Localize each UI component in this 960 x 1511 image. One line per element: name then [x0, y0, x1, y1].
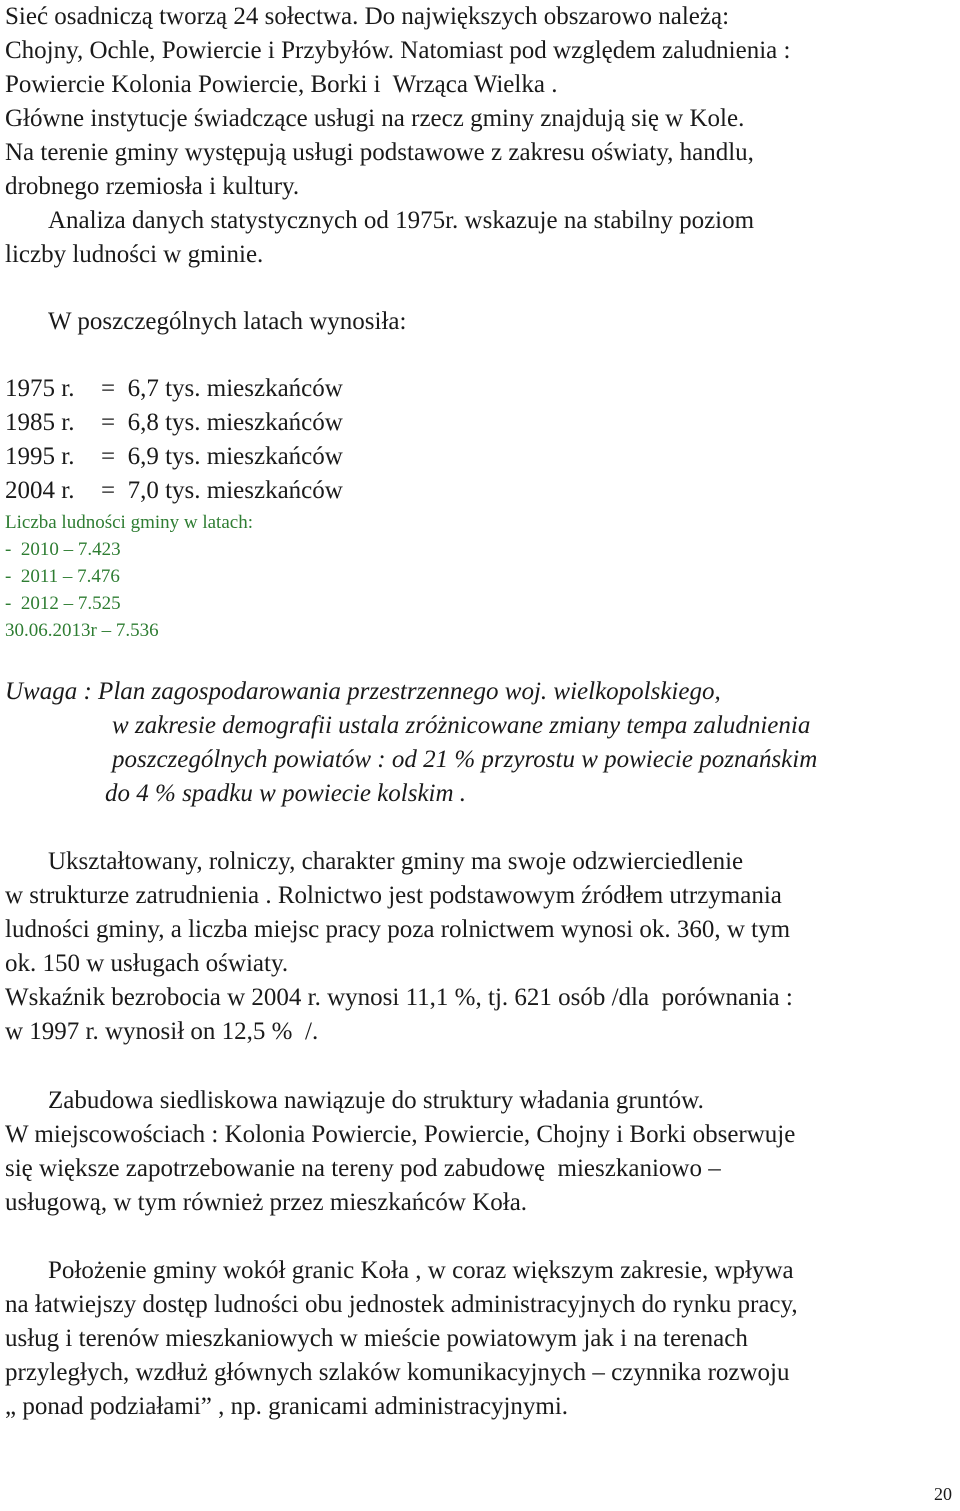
green-list-item: - 2010 – 7.423 — [5, 539, 121, 560]
population-row — [5, 474, 343, 508]
row-value: = 6,9 tys. mieszkańców — [101, 443, 343, 470]
row-year: 2004 r. — [5, 477, 75, 504]
paragraph-line: Powiercie Kolonia Powiercie, Borki i Wrząca Wielka . — [5, 71, 558, 98]
green-list-item: - 2011 – 7.476 — [5, 566, 120, 587]
green-list-item: 30.06.2013r – 7.536 — [5, 620, 159, 641]
paragraph-line: W miejscowościach : Kolonia Powiercie, Powiercie, Chojny i Borki obserwuje — [5, 1121, 796, 1148]
paragraph-line: Ukształtowany, rolniczy, charakter gminy ma swoje odzwierciedlenie — [48, 848, 744, 875]
row-year: 1985 r. — [5, 409, 75, 436]
row-value: = 6,8 tys. mieszkańców — [101, 409, 343, 436]
paragraph-line: w 1997 r. wynosił on 12,5 % /. — [5, 1018, 319, 1045]
population-row — [5, 440, 343, 474]
paragraph-line: Analiza danych statystycznych od 1975r. wskazuje na stabilny poziom — [48, 207, 755, 234]
paragraph-line: Chojny, Ochle, Powiercie i Przybyłów. Natomiast pod względem zaludnienia : — [5, 37, 791, 64]
paragraph-line: Zabudowa siedliskowa nawiązuje do struktury władania gruntów. — [48, 1087, 704, 1114]
paragraph-line: przyległych, wzdłuż głównych szlaków komunikacyjnych – czynnika rozwoju — [5, 1359, 790, 1386]
paragraph-line: usługową, w tym również przez mieszkańców Koła. — [5, 1189, 528, 1216]
note-line: poszczególnych powiatów : od 21 % przyrostu w powiecie poznańskim — [112, 746, 818, 773]
row-value: = 6,7 tys. mieszkańców — [101, 375, 343, 402]
note-line: w zakresie demografii ustala zróżnicowane zmiany tempa zaludnienia — [112, 712, 811, 739]
paragraph-line: w strukturze zatrudnienia . Rolnictwo jest podstawowym źródłem utrzymania — [5, 882, 782, 909]
paragraph-line: drobnego rzemiosła i kultury. — [5, 173, 300, 200]
paragraph-line: ok. 150 w usługach oświaty. — [5, 950, 289, 977]
row-year: 1975 r. — [5, 375, 75, 402]
paragraph-line: Na terenie gminy występują usługi podstawowe z zakresu oświaty, handlu, — [5, 139, 754, 166]
row-value: = 7,0 tys. mieszkańców — [101, 477, 343, 504]
paragraph-line: się większe zapotrzebowanie na tereny pod zabudowę mieszkaniowo – — [5, 1155, 721, 1182]
row-year: 1995 r. — [5, 443, 75, 470]
intro-line: W poszczególnych latach wynosiła: — [48, 308, 407, 335]
population-row — [5, 372, 343, 406]
note-line: Uwaga : Plan zagospodarowania przestrzennego woj. wielkopolskiego, — [5, 678, 721, 705]
paragraph-line: ludności gminy, a liczba miejsc pracy poza rolnictwem wynosi ok. 360, w tym — [5, 916, 791, 943]
green-list-item: - 2012 – 7.525 — [5, 593, 121, 614]
population-row — [5, 406, 343, 440]
paragraph-line: usług i terenów mieszkaniowych w mieście powiatowym jak i na terenach — [5, 1325, 748, 1352]
paragraph-line: na łatwiejszy dostęp ludności obu jednostek administracyjnych do rynku pracy, — [5, 1291, 798, 1318]
paragraph-line: Wskaźnik bezrobocia w 2004 r. wynosi 11,1 %, tj. 621 osób /dla porównania : — [5, 984, 793, 1011]
paragraph-line: „ ponad podziałami” , np. granicami administracyjnymi. — [5, 1393, 569, 1420]
paragraph-line: liczby ludności w gminie. — [5, 241, 264, 268]
paragraph-line: Położenie gminy wokół granic Koła , w coraz większym zakresie, wpływa — [48, 1257, 794, 1284]
note-line: do 4 % spadku w powiecie kolskim . — [105, 780, 467, 807]
green-block-title: Liczba ludności gminy w latach: — [5, 512, 253, 533]
paragraph-line: Główne instytucje świadczące usługi na rzecz gminy znajdują się w Kole. — [5, 105, 745, 132]
page-number: 20 — [934, 1484, 952, 1504]
paragraph-line: Sieć osadniczą tworzą 24 sołectwa. Do największych obszarowo należą: — [5, 3, 730, 30]
